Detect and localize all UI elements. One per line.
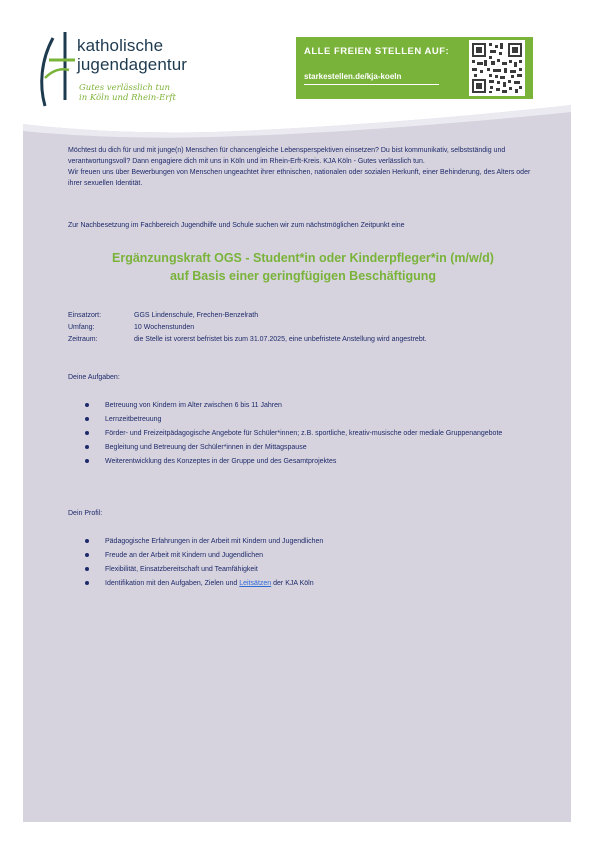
list-item-text: Pädagogische Erfahrungen in der Arbeit mit Kindern und Jugendlichen — [105, 538, 324, 545]
list-item-text: Weiterentwicklung des Konzeptes in der Gruppe und des Gesamtprojektes — [105, 458, 337, 465]
list-item-text-after-link: der KJA Köln — [271, 580, 314, 587]
tasks-heading: Deine Aufgaben: — [68, 374, 120, 381]
list-item — [68, 428, 538, 439]
bullet-icon — [85, 417, 89, 421]
bullet-icon — [85, 459, 89, 463]
banner-title: ALLE FREIEN STELLEN AUF: — [304, 46, 450, 57]
list-item — [68, 564, 538, 575]
bullet-icon — [85, 553, 89, 557]
job-facts — [68, 310, 538, 346]
list-item-text: Förder- und Freizeitpädagogische Angebote für Schüler*innen; z.B. sportliche, kreativ-musische oder mediale Gruppenangebote — [105, 430, 503, 437]
logo-tagline-2: in Köln und Rhein-Erft — [79, 93, 176, 103]
bullet-icon — [85, 567, 89, 571]
list-item-text: Betreuung von Kindern im Alter zwischen 6 bis 11 Jahren — [105, 402, 282, 409]
fact-row-period — [68, 334, 538, 346]
fact-value: GGS Lindenschule, Frechen-Benzelrath — [134, 312, 259, 319]
bullet-icon — [85, 431, 89, 435]
job-title — [68, 249, 538, 285]
fact-key: Zeitraum: — [68, 336, 98, 343]
fact-row-location — [68, 310, 538, 322]
list-item-text: Flexibilität, Einsatzbereitschaft und Teamfähigkeit — [105, 566, 258, 573]
logo-cross-icon — [35, 30, 75, 108]
leitsaetze-link[interactable]: Leitsätzen — [239, 580, 272, 587]
list-item — [68, 414, 538, 425]
logo-word-jugendagentur: jugendagentur — [77, 55, 188, 74]
list-item — [68, 536, 538, 547]
list-item — [68, 442, 538, 453]
bullet-icon — [85, 539, 89, 543]
list-item-text: Lernzeitbetreuung — [105, 416, 162, 423]
list-item-text-before-link: Identifikation mit den Aufgaben, Zielen und — [105, 580, 240, 587]
fact-value: 10 Wochenstunden — [134, 324, 195, 331]
profile-heading: Dein Profil: — [68, 510, 103, 517]
tasks-list — [68, 400, 538, 470]
bullet-icon — [85, 445, 89, 449]
logo-tagline-1: Gutes verlässlich tun — [79, 83, 170, 93]
bullet-icon — [85, 581, 89, 585]
banner-url-link[interactable]: starkestellen.de/kja-koeln — [304, 72, 402, 81]
job-title-line-1: Ergänzungskraft OGS - Student*in oder Kinderpfleger*in (m/w/d) — [112, 251, 494, 265]
fact-key: Umfang: — [68, 324, 95, 331]
list-item — [68, 550, 538, 561]
intro-paragraph-3: Zur Nachbesetzung im Fachbereich Jugendhilfe und Schule suchen wir zum nächstmöglichen Zeitpunkt eine — [68, 222, 405, 229]
bullet-icon — [85, 403, 89, 407]
logo-word-katholische: katholische — [77, 36, 164, 55]
list-item — [68, 456, 538, 467]
kja-logo — [31, 28, 221, 118]
job-title-line-2: auf Basis einer geringfügigen Beschäftigung — [169, 269, 436, 283]
fact-value: die Stelle ist vorerst befristet bis zum 31.07.2025, eine unbefristete Anstellung wird angestrebt. — [134, 336, 427, 343]
intro-text — [68, 145, 538, 189]
fact-key: Einsatzort: — [68, 312, 102, 319]
document-sheet — [23, 0, 571, 822]
list-item — [68, 400, 538, 411]
intro-paragraph-2: Wir freuen uns über Bewerbungen von Menschen ungeachtet ihrer ethnischen, nationalen oder sozialen Herkunft, einer Behinderung, des Alters oder ihrer sexuellen Identität. — [68, 169, 531, 187]
list-item-text: Begleitung und Betreuung der Schüler*innen in der Mittagspause — [105, 444, 307, 451]
profile-list — [68, 536, 538, 592]
intro-paragraph-1: Möchtest du dich für und mit junge(n) Menschen für chancengleiche Lebensperspektiven einsetzen? Du bist kommunikativ, selbstständig und verantwortungsvoll? Dann engagiere dich mit uns in Köln und im Rhein-Erft-Kreis. KJA Köln - Gutes verlässlich tun. — [68, 147, 506, 165]
qr-code-icon — [469, 40, 525, 96]
banner-url-underline — [304, 84, 439, 85]
jobs-banner[interactable] — [296, 37, 533, 99]
list-item-text: Freude an der Arbeit mit Kindern und Jugendlichen — [105, 552, 263, 559]
fact-row-scope — [68, 322, 538, 334]
list-item — [68, 578, 538, 589]
